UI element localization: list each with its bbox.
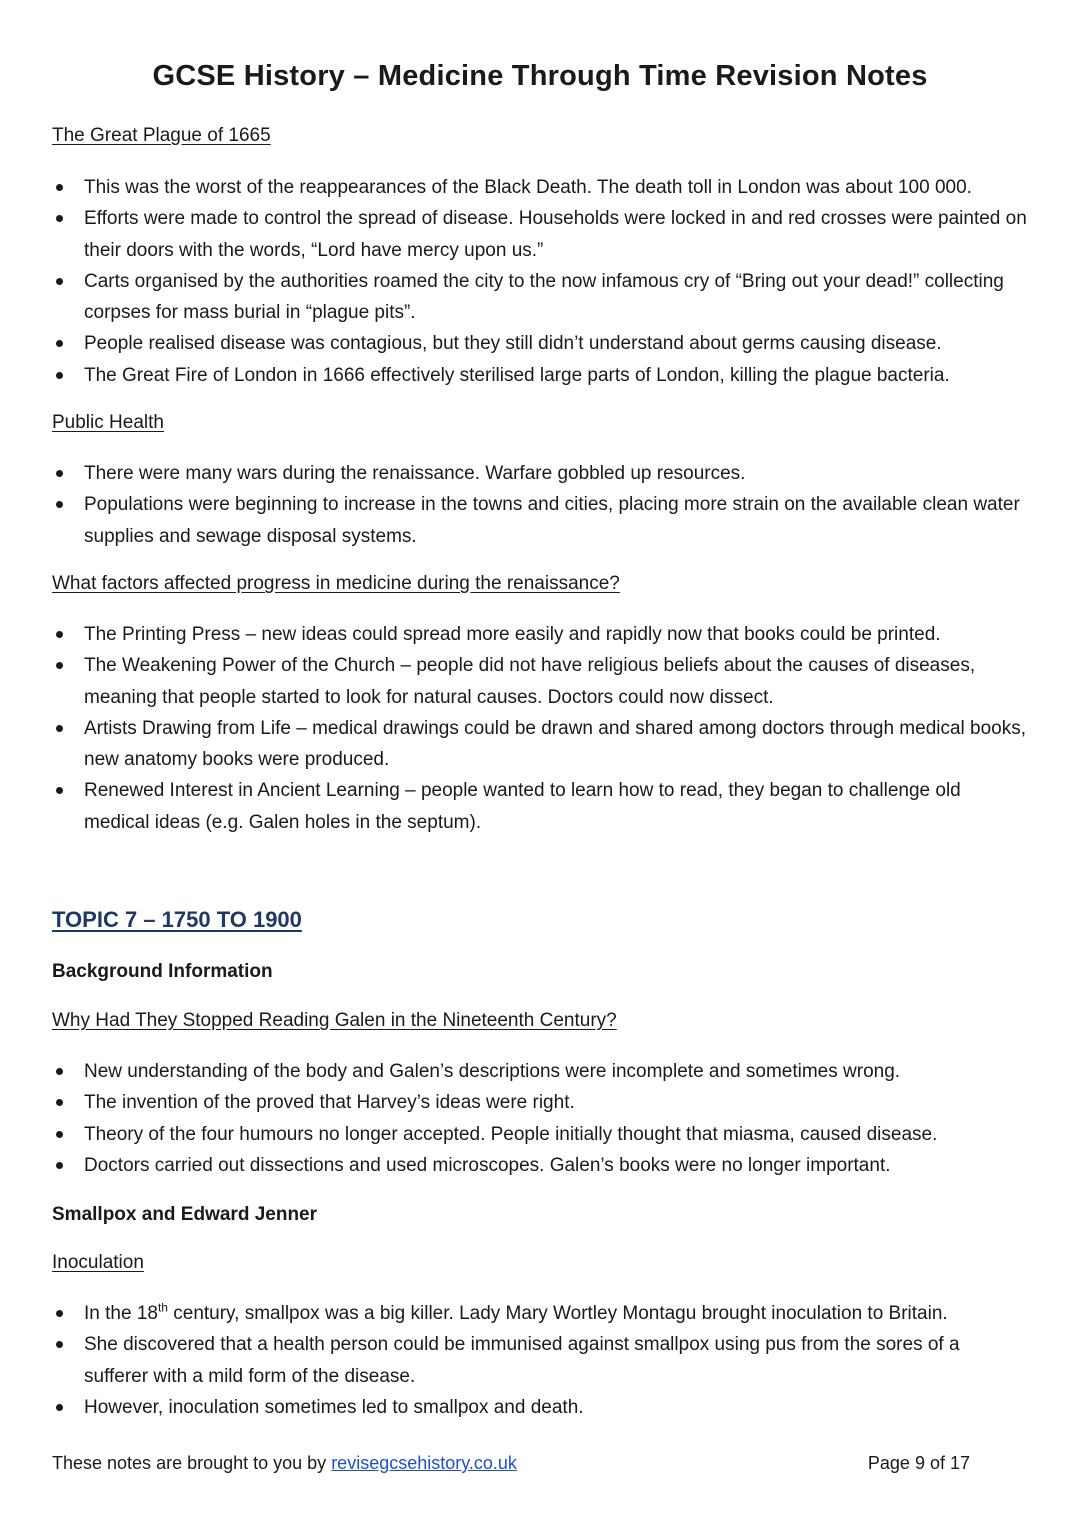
list-item: People realised disease was contagious, but they still didn’t understand about germs causing disease. — [52, 328, 1027, 359]
great-plague-list — [52, 172, 1027, 391]
footer-link[interactable]: revisegcsehistory.co.uk — [331, 1453, 517, 1473]
superscript: th — [157, 1300, 168, 1315]
list-item: Carts organised by the authorities roamed the city to the now infamous cry of “Bring out your dead!” collecting corpses for mass burial in “plague pits”. — [52, 266, 1027, 329]
list-item: Efforts were made to control the spread of disease. Households were locked in and red crosses were painted on their doors with the words, “Lord have mercy upon us.” — [52, 203, 1027, 266]
footer-text: These notes are brought to you by — [52, 1453, 332, 1473]
page-title: GCSE History – Medicine Through Time Revision Notes — [152, 60, 928, 92]
section-heading-great-plague: The Great Plague of 1665 — [52, 125, 271, 146]
list-item: Artists Drawing from Life – medical drawings could be drawn and shared among doctors through medical books, new anatomy books were produced. — [52, 713, 1027, 776]
list-item: The Printing Press – new ideas could spread more easily and rapidly now that books could be printed. — [52, 619, 1027, 650]
section-heading-galen: Why Had They Stopped Reading Galen in the Nineteenth Century? — [52, 1010, 617, 1031]
subheading-smallpox-edward-jenner: Smallpox and Edward Jenner — [52, 1204, 318, 1225]
list-item: There were many wars during the renaissance. Warfare gobbled up resources. — [52, 458, 1027, 489]
subheading-background-information: Background Information — [52, 961, 273, 982]
list-item-text: century, smallpox was a big killer. Lady Mary Wortley Montagu brought inoculation to Britain. — [167, 1303, 948, 1324]
list-item: However, inoculation sometimes led to smallpox and death. — [52, 1392, 1027, 1423]
list-item: Renewed Interest in Ancient Learning – people wanted to learn how to read, they began to challenge old medical ideas (e.g. Galen holes in the septum). — [52, 775, 1027, 838]
factors-list — [52, 619, 1027, 838]
list-item: The Weakening Power of the Church – people did not have religious beliefs about the causes of diseases, meaning that people started to look for natural causes. Doctors could now dissect. — [52, 650, 1027, 713]
public-health-list — [52, 458, 1027, 552]
list-item: This was the worst of the reappearances of the Black Death. The death toll in London was about 100 000. — [52, 172, 1027, 203]
list-item — [52, 1298, 1027, 1329]
section-heading-public-health: Public Health — [52, 412, 164, 433]
page-number: Page 9 of 17 — [867, 1453, 970, 1473]
galen-list — [52, 1056, 1027, 1181]
list-item: Populations were beginning to increase in the towns and cities, placing more strain on the available clean water supplies and sewage disposal systems. — [52, 489, 1027, 552]
list-item: The Great Fire of London in 1666 effectively sterilised large parts of London, killing the plague bacteria. — [52, 360, 1027, 391]
list-item: New understanding of the body and Galen’s descriptions were incomplete and sometimes wrong. — [52, 1056, 1027, 1087]
list-item-text: In the 18 — [84, 1303, 158, 1324]
list-item: She discovered that a health person could be immunised against smallpox using pus from the sores of a sufferer with a mild form of the disease. — [52, 1329, 1027, 1392]
footer-credit — [52, 1453, 517, 1474]
topic-heading: TOPIC 7 – 1750 TO 1900 — [52, 907, 302, 932]
inoculation-list — [52, 1298, 1027, 1423]
section-heading-factors: What factors affected progress in medicine during the renaissance? — [52, 573, 620, 594]
list-item: Theory of the four humours no longer accepted. People initially thought that miasma, caused disease. — [52, 1119, 1027, 1150]
section-heading-inoculation: Inoculation — [52, 1252, 144, 1273]
list-item: Doctors carried out dissections and used microscopes. Galen’s books were no longer important. — [52, 1150, 1027, 1181]
list-item: The invention of the proved that Harvey’s ideas were right. — [52, 1087, 1027, 1118]
